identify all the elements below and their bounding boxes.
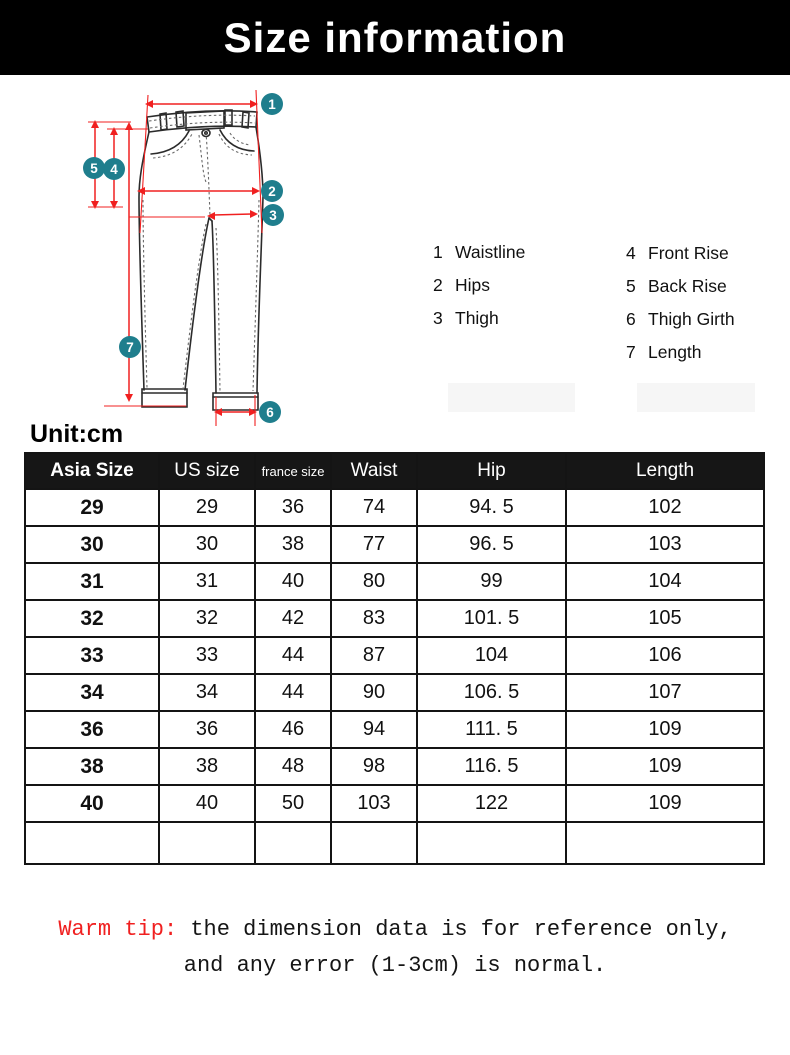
watermark-ghost (448, 383, 575, 412)
column-header-hip: Hip (417, 453, 566, 489)
column-header-france-size: france size (255, 453, 331, 489)
legend-label: Thigh (455, 308, 499, 328)
legend-number: 7 (626, 342, 636, 362)
warm-tip-line-2 (0, 948, 790, 984)
table-cell: 46 (255, 711, 331, 748)
svg-text:6: 6 (266, 405, 274, 420)
legend-item-front-rise (626, 244, 735, 263)
legend-item-hips (433, 276, 525, 295)
table-cell: 38 (255, 526, 331, 563)
legend-number: 4 (626, 243, 636, 263)
table-cell: 30 (159, 526, 255, 563)
table-cell: 98 (331, 748, 417, 785)
table-cell: 40 (25, 785, 159, 822)
legend-number: 2 (433, 275, 443, 295)
table-cell: 104 (417, 637, 566, 674)
table-cell: 48 (255, 748, 331, 785)
table-row (25, 637, 764, 674)
svg-text:4: 4 (110, 162, 118, 177)
column-header-waist: Waist (331, 453, 417, 489)
marker-4 (103, 158, 125, 180)
table-cell: 94 (331, 711, 417, 748)
table-cell: 34 (159, 674, 255, 711)
warm-tip-text-2: and any error (1-3cm) is normal. (183, 953, 607, 978)
marker-7 (119, 336, 141, 358)
legend-column-left (433, 243, 525, 328)
table-cell: 36 (25, 711, 159, 748)
diagram-markers (83, 93, 284, 423)
table-cell: 38 (25, 748, 159, 785)
table-row (25, 748, 764, 785)
pants-sketch (139, 110, 263, 410)
table-cell: 50 (255, 785, 331, 822)
table-cell: 30 (25, 526, 159, 563)
table-cell: 44 (255, 674, 331, 711)
legend-item-back-rise (626, 277, 735, 296)
column-header-asia-size: Asia Size (25, 453, 159, 489)
legend-label: Waistline (455, 242, 526, 262)
marker-1 (261, 93, 283, 115)
table-cell: 34 (25, 674, 159, 711)
table-row (25, 600, 764, 637)
table-cell: 36 (159, 711, 255, 748)
table-cell: 36 (255, 489, 331, 526)
table-cell: 122 (417, 785, 566, 822)
table-row (25, 785, 764, 822)
marker-2 (261, 180, 283, 202)
svg-text:5: 5 (90, 161, 98, 176)
legend-label: Back Rise (648, 276, 727, 296)
table-cell: 106. 5 (417, 674, 566, 711)
measure-arrows (88, 90, 262, 426)
table-row (25, 563, 764, 600)
legend-number: 6 (626, 309, 636, 329)
pants-measurement-diagram (60, 80, 310, 430)
table-cell: 111. 5 (417, 711, 566, 748)
title-bar (0, 0, 790, 75)
legend-label: Length (648, 342, 702, 362)
table-row (25, 711, 764, 748)
table-cell: 96. 5 (417, 526, 566, 563)
table-cell: 40 (159, 785, 255, 822)
column-header-length: Length (566, 453, 764, 489)
table-cell (159, 822, 255, 864)
svg-text:1: 1 (268, 97, 276, 112)
unit-label: Unit:cm (30, 420, 124, 448)
watermark-ghost (637, 383, 755, 412)
legend-number: 1 (433, 242, 443, 262)
table-cell: 101. 5 (417, 600, 566, 637)
marker-5 (83, 157, 105, 179)
warm-tip (0, 912, 790, 984)
table-cell: 103 (566, 526, 764, 563)
table-row-empty (25, 822, 764, 864)
stitch-lines (143, 115, 259, 392)
legend-label: Hips (455, 275, 491, 295)
table-cell (331, 822, 417, 864)
table-cell: 40 (255, 563, 331, 600)
table-cell: 94. 5 (417, 489, 566, 526)
marker-3 (262, 204, 284, 226)
legend-item-thigh-girth (626, 310, 735, 329)
legend-label: Thigh Girth (648, 309, 735, 329)
page-title: Size information (223, 13, 567, 61)
table-cell: 44 (255, 637, 331, 674)
legend-label: Front Rise (648, 243, 729, 263)
svg-text:3: 3 (269, 208, 277, 223)
table-cell: 31 (25, 563, 159, 600)
table-cell: 116. 5 (417, 748, 566, 785)
table-cell: 106 (566, 637, 764, 674)
warm-tip-label: Warm tip: (58, 917, 178, 942)
table-cell: 32 (25, 600, 159, 637)
table-row (25, 526, 764, 563)
svg-text:7: 7 (126, 340, 134, 355)
marker-6 (259, 401, 281, 423)
table-cell: 77 (331, 526, 417, 563)
table-cell: 104 (566, 563, 764, 600)
legend-item-length (626, 343, 735, 362)
table-cell: 103 (331, 785, 417, 822)
table-cell: 80 (331, 563, 417, 600)
table-cell (417, 822, 566, 864)
table-row (25, 674, 764, 711)
table-cell: 109 (566, 785, 764, 822)
table-cell: 31 (159, 563, 255, 600)
legend-column-right (626, 244, 735, 362)
size-table (24, 452, 765, 865)
legend-item-waistline (433, 243, 525, 262)
warm-tip-line-1 (0, 912, 790, 948)
table-cell: 29 (25, 489, 159, 526)
table-cell: 74 (331, 489, 417, 526)
table-cell: 83 (331, 600, 417, 637)
table-cell: 33 (25, 637, 159, 674)
table-cell: 32 (159, 600, 255, 637)
table-row (25, 489, 764, 526)
legend-number: 3 (433, 308, 443, 328)
table-cell: 109 (566, 711, 764, 748)
table-cell: 33 (159, 637, 255, 674)
table-cell (255, 822, 331, 864)
table-cell (566, 822, 764, 864)
table-cell: 38 (159, 748, 255, 785)
table-cell: 42 (255, 600, 331, 637)
table-cell: 109 (566, 748, 764, 785)
table-cell: 105 (566, 600, 764, 637)
table-cell: 90 (331, 674, 417, 711)
legend-item-thigh (433, 309, 525, 328)
table-cell: 29 (159, 489, 255, 526)
column-header-us-size: US size (159, 453, 255, 489)
table-cell: 107 (566, 674, 764, 711)
table-cell: 99 (417, 563, 566, 600)
table-cell: 102 (566, 489, 764, 526)
table-header-row (25, 453, 764, 489)
warm-tip-text-1: the dimension data is for reference only, (190, 917, 732, 942)
table-cell: 87 (331, 637, 417, 674)
svg-text:2: 2 (268, 184, 276, 199)
table-cell (25, 822, 159, 864)
legend-number: 5 (626, 276, 636, 296)
